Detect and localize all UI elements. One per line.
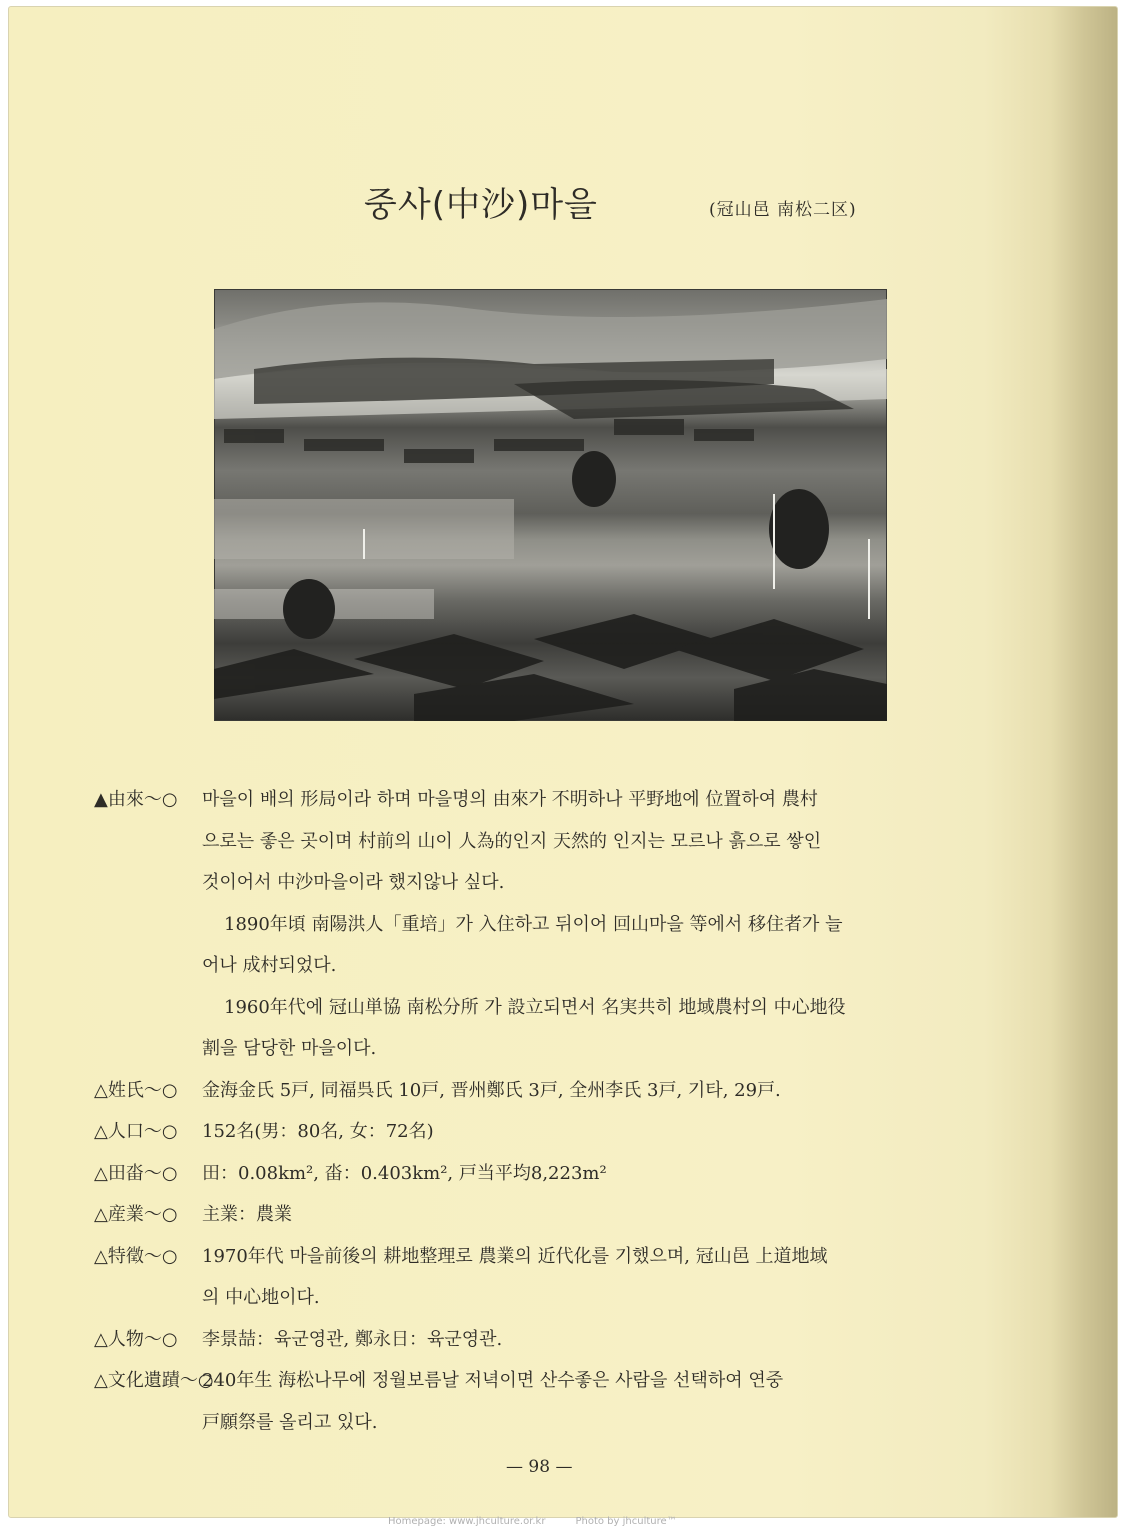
document-body — [94, 779, 1004, 1443]
origin-line-1: 마을이 배의 形局이라 하며 마을명의 由來가 不明하나 平野地에 位置하여 農村 — [202, 789, 818, 810]
surname-label: △姓氏～○ — [94, 1079, 178, 1101]
feature-label: △特徵～○ — [94, 1245, 178, 1267]
land-text: 田：0.08km², 畓：0.403km², 戸当平均8,223m² — [202, 1162, 607, 1184]
industry-text: 主業：農業 — [202, 1204, 292, 1225]
land-label: △田畓～○ — [94, 1162, 178, 1184]
origin-para2-line-2: 어나 成村되었다. — [202, 955, 337, 976]
footer-homepage[interactable]: Homepage: www.jhculture.or.kr — [388, 1516, 546, 1527]
heritage-line-1: 240年生 海松나무에 정월보름날 저녁이면 산수좋은 사람을 선택하여 연중 — [202, 1370, 784, 1391]
people-row — [94, 1319, 1004, 1361]
heritage-line-2: 戸願祭를 올리고 있다. — [202, 1411, 378, 1433]
surname-row — [94, 1070, 1004, 1112]
origin-para3-line-2: 割을 담당한 마을이다. — [202, 1038, 377, 1059]
origin-para2-line-1: 1890年頃 南陽洪人「重培」가 入住하고 뒤이어 回山마을 等에서 移住者가 늘 — [224, 913, 843, 935]
industry-row — [94, 1194, 1004, 1236]
origin-para3-line-1: 1960年代에 冠山単協 南松分所 가 設立되면서 名実共히 地域農村의 中心地役 — [224, 996, 846, 1018]
village-photo — [214, 289, 887, 721]
industry-label: △産業～○ — [94, 1204, 178, 1225]
document-page — [8, 6, 1118, 1518]
heritage-label: △文化遺蹟～○ — [94, 1370, 214, 1391]
page-subtitle: (冠山邑 南松二区) — [709, 200, 857, 220]
origin-row — [94, 779, 1004, 821]
origin-line-2: 으로는 좋은 곳이며 村前의 山이 人為的인지 天然的 인지는 모르나 흙으로 쌓인 — [202, 830, 822, 852]
page-number: — 98 — — [506, 1457, 573, 1477]
origin-line-3: 것이어서 中沙마을이라 했지않나 싶다. — [202, 872, 505, 893]
surname-text: 金海金氏 5戸, 同福呉氏 10戸, 晋州鄭氏 3戸, 全州李氏 3戸, 기타, 29戸. — [202, 1079, 781, 1101]
feature-row — [94, 1236, 1004, 1278]
footer-photo-credit: Photo by jhculture™ — [575, 1516, 677, 1527]
origin-label: ▲由來～○ — [94, 789, 178, 810]
people-text: 李景喆：육군영관, 鄭永日：육군영관. — [202, 1328, 503, 1350]
page-title: 중사(中沙)마을 — [364, 185, 598, 225]
feature-line-1: 1970年代 마을前後의 耕地整理로 農業의 近代化를 기했으며, 冠山邑 上道地域 — [202, 1245, 828, 1267]
land-row — [94, 1153, 1004, 1195]
footer — [388, 1516, 677, 1527]
population-row — [94, 1111, 1004, 1153]
feature-line-2: 의 中心地이다. — [202, 1287, 320, 1308]
population-label: △人口～○ — [94, 1121, 178, 1142]
heritage-row — [94, 1360, 1004, 1402]
population-text: 152名(男：80名, 女：72名) — [202, 1121, 434, 1142]
people-label: △人物～○ — [94, 1328, 178, 1350]
village-photo-illustration — [214, 289, 887, 721]
